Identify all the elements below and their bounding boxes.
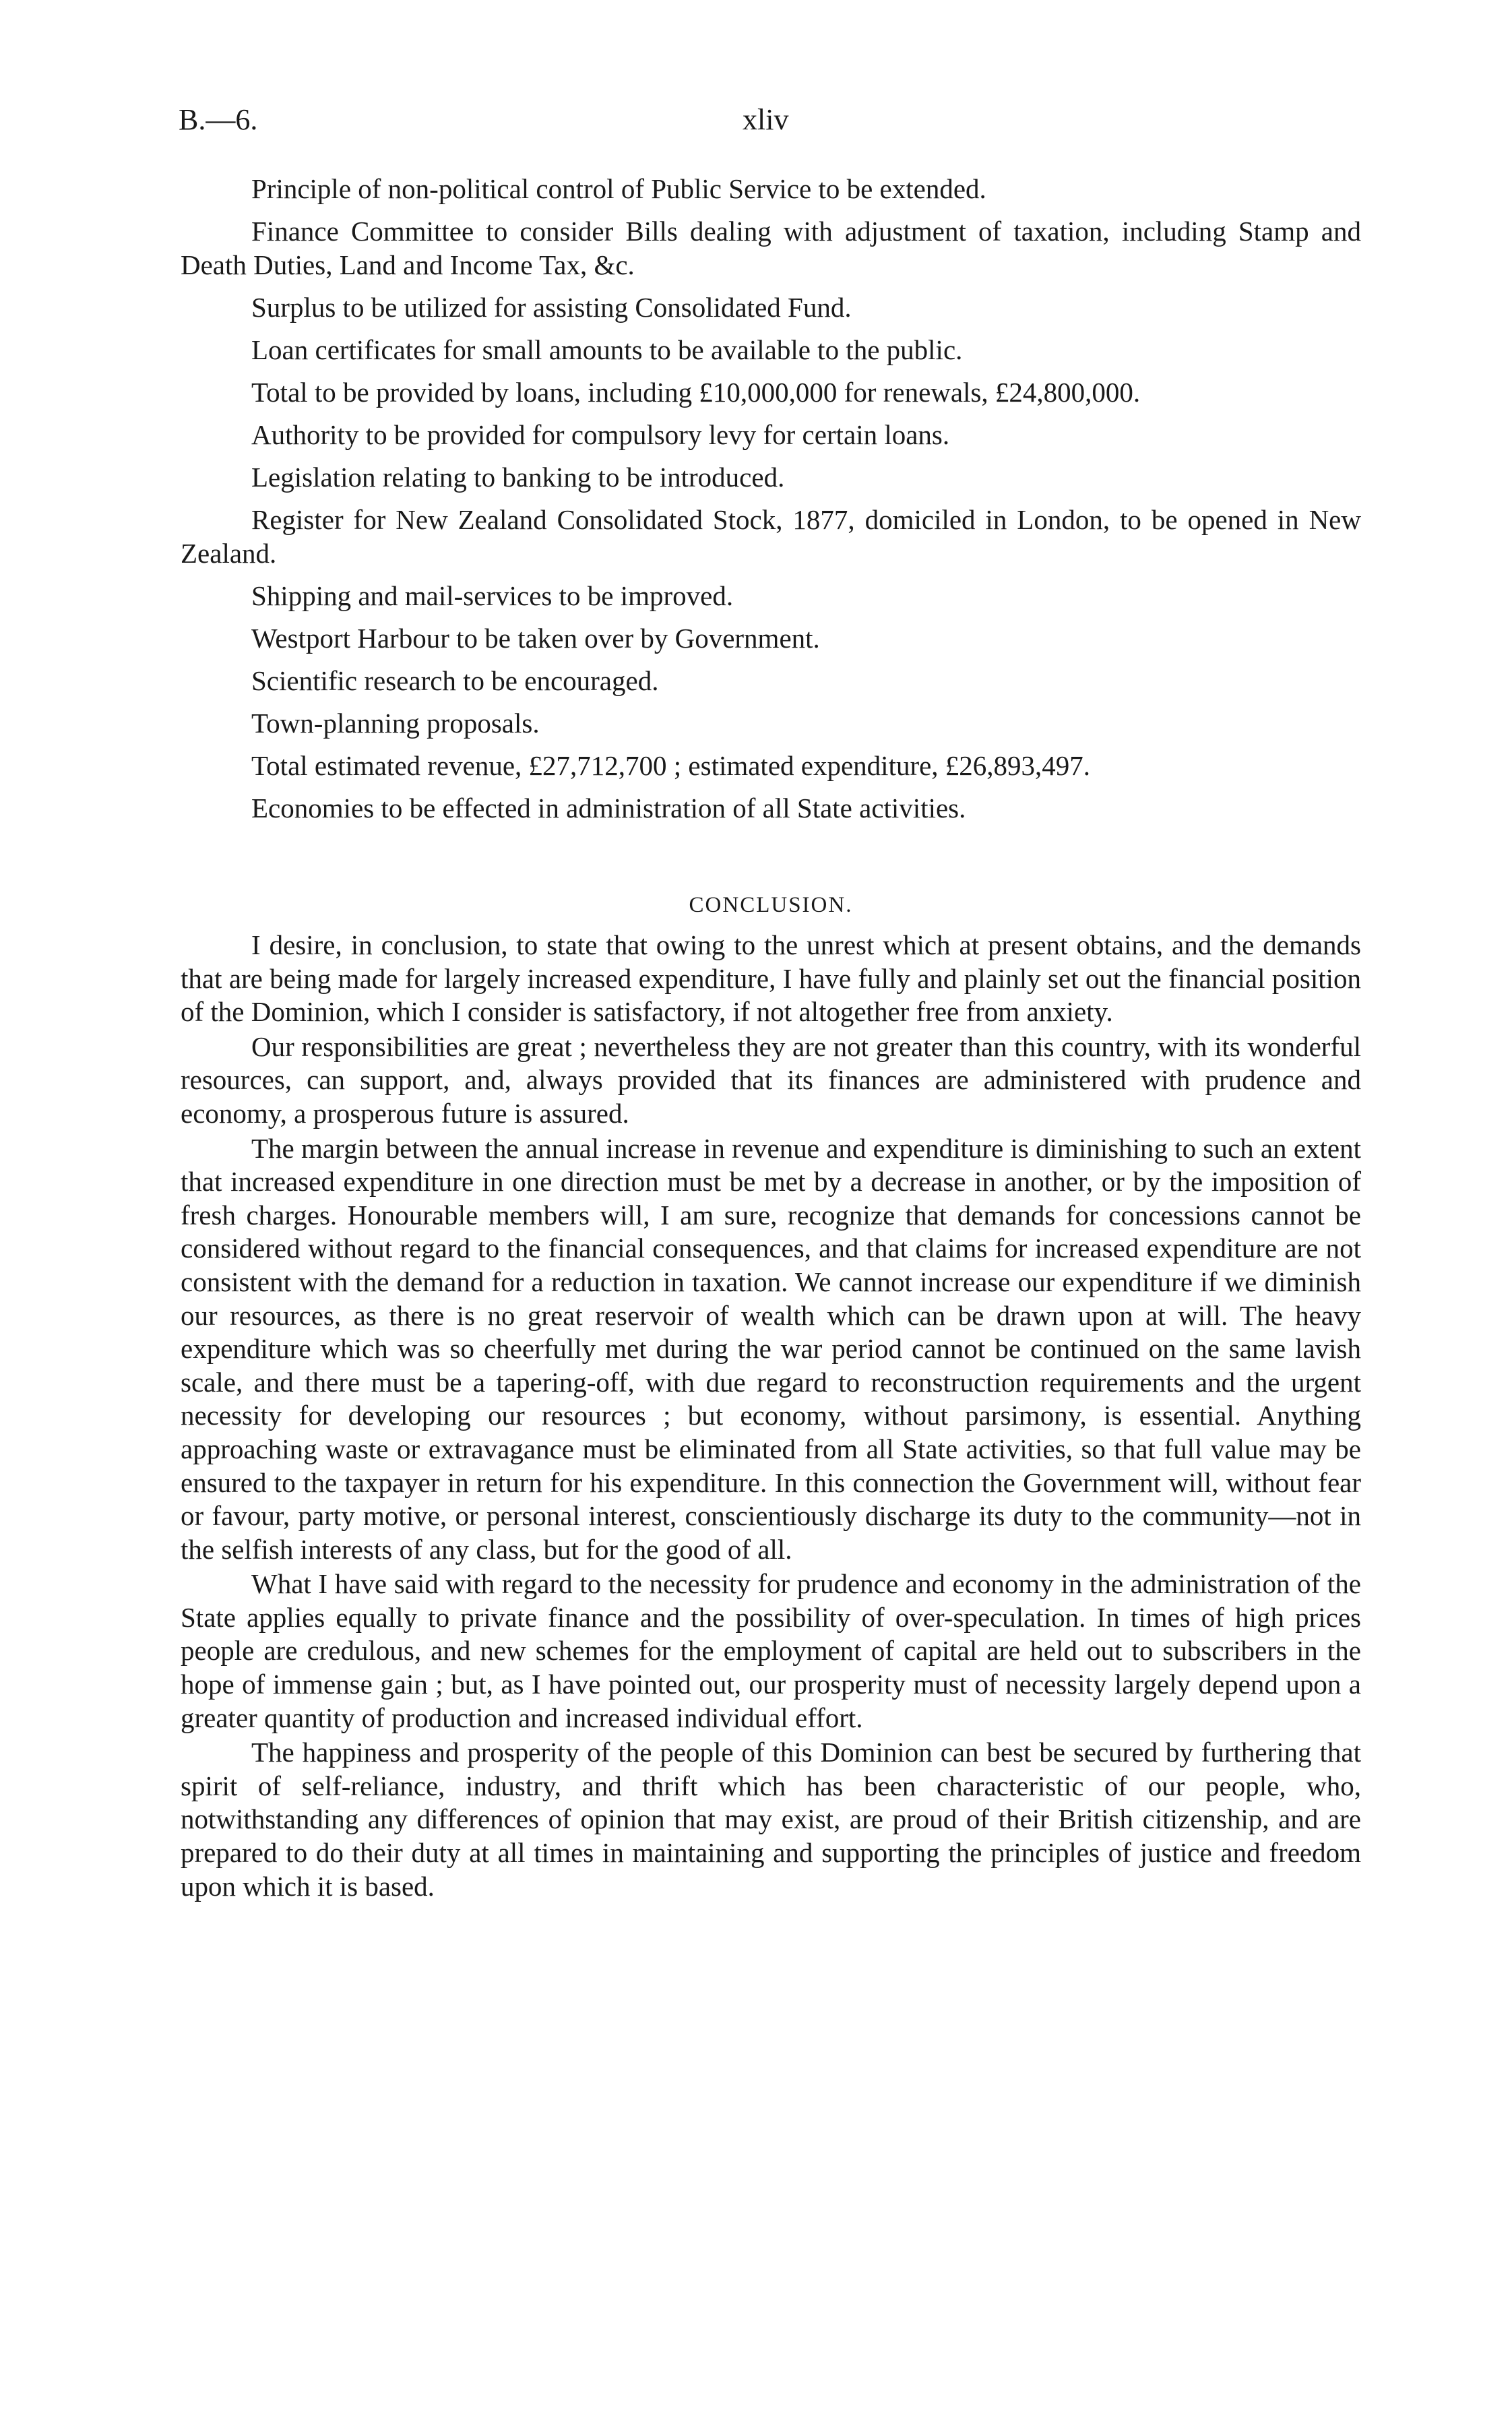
conclusion-paragraph: I desire, in conclusion, to state that owing to the unrest which at present obtains, and the demands that are being made for largely increased expenditure, I have fully and plainly set out the financial position of the Dominion, which I consider is satisfactory, if not altogether free from anxiety. [181,929,1361,1028]
summary-item: Authority to be provided for compulsory levy for certain loans. [251,419,950,450]
conclusion-paragraph: What I have said with regard to the necessity for prudence and economy in the administration of the State applies equally to private finance and the possibility of over-speculation. In times of high prices people are credulous, and new schemes for the employment of capital are held out to subscribers in the hope of immense gain ; but, as I have pointed out, our prosperity must of necessity largely depend upon a greater quantity of production and increased individual effort. [181,1568,1361,1733]
summary-list [181,172,1361,834]
summary-item: Finance Committee to consider Bills dealing with adjustment of taxation, including Stamp and Death Duties, Land and Income Tax, &c. [181,216,1361,280]
summary-item: Total to be provided by loans, including £10,000,000 for renewals, £24,800,000. [251,377,1141,408]
summary-item: Westport Harbour to be taken over by Government. [251,623,820,654]
summary-item: Scientific research to be encouraged. [251,665,659,696]
conclusion-paragraph: The margin between the annual increase in revenue and expenditure is diminishing to such an extent that increased expenditure in one direction must be met by a decrease in another, or by the imposition of fresh charges. Honourable members will, I am sure, recognize that demands for concessions cannot be considered without regard to the financial consequences, and that claims for increased expenditure are not consistent with the demand for a reduction in taxation. We cannot increase our expenditure if we diminish our resources, as there is no great reservoir of wealth which can be drawn upon at will. The heavy expenditure which was so cheerfully met during the war period cannot be continued on the same lavish scale, and there must be a tapering-off, with due regard to reconstruction requirements and the urgent necessity for developing our resources ; but economy, without parsimony, is essential. Anything approaching waste or extravagance must be eliminated from all State activities, so that full value may be ensured to the taxpayer in return for his expenditure. In this connection the Government will, without fear or favour, party motive, or personal interest, conscientiously discharge its duty to the community—not in the selfish interests of any class, but for the good of all. [181,1132,1361,1565]
summary-item: Principle of non-political control of Public Service to be extended. [251,173,986,204]
summary-item: Loan certificates for small amounts to be available to the public. [251,334,963,365]
section-heading: CONCLUSION. [689,893,853,917]
document-reference: B.—6. [179,103,258,136]
summary-item: Town-planning proposals. [251,708,540,739]
conclusion-paragraph: The happiness and prosperity of the people of this Dominion can best be secured by furthering that spirit of self-reliance, industry, and thrift which has been characteristic of our people, who, notwithstanding any differences of opinion that may exist, are proud of their British citizenship, and are prepared to do their duty at all times in maintaining and supporting the principles of justice and freedom upon which it is based. [181,1737,1361,1902]
summary-item: Legislation relating to banking to be introduced. [251,462,785,493]
conclusion-paragraph: Our responsibilities are great ; nevertheless they are not greater than this country, with its wonderful resources, can support, and, always provided that its finances are administered with prudence and economy, a prosperous future is assured. [181,1030,1361,1129]
summary-item: Economies to be effected in administration of all State activities. [251,793,966,824]
summary-item: Shipping and mail-services to be improved. [251,580,734,611]
summary-item: Surplus to be utilized for assisting Consolidated Fund. [251,292,852,323]
summary-item: Total estimated revenue, £27,712,700 ; estimated expenditure, £26,893,497. [251,750,1091,781]
conclusion-body [181,929,1361,1904]
summary-item: Register for New Zealand Consolidated Stock, 1877, domiciled in London, to be opened in New Zealand. [181,504,1361,569]
page-number: xliv [743,103,789,136]
